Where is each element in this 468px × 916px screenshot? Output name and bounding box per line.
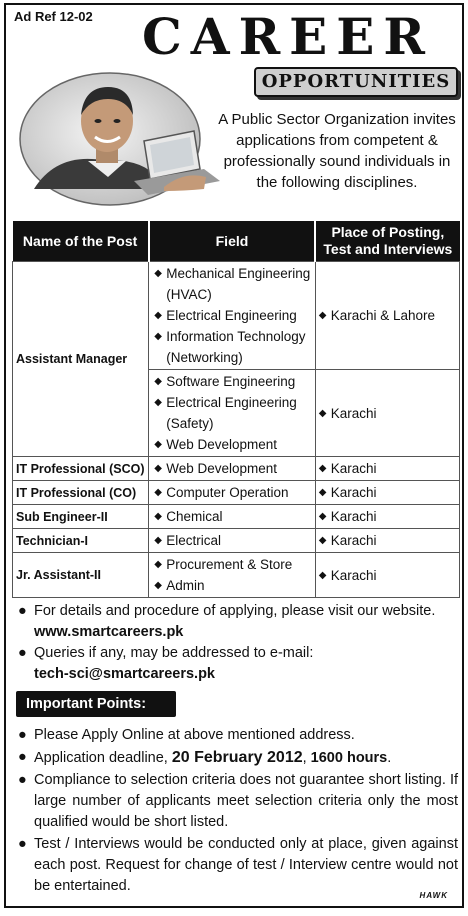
table-row: [13, 505, 460, 529]
list-item: ◆ Web Development: [152, 434, 311, 455]
diamond-bullet-icon: ◆: [154, 397, 162, 408]
round-bullet-icon: ●: [18, 645, 27, 661]
important-points-heading: Important Points:: [16, 691, 176, 717]
opportunities-text: OPPORTUNITIES: [261, 71, 451, 92]
table-row: [13, 457, 460, 481]
table-row: [13, 481, 460, 505]
header-field: Field: [149, 221, 315, 262]
website-link[interactable]: www.smartcareers.pk: [34, 624, 184, 640]
list-item: ● Test / Interviews would be conducted only at place, given against each post. Request for change of test / Interview centre would not be entertained.: [18, 834, 458, 897]
ad-reference: Ad Ref 12-02: [14, 9, 93, 24]
diamond-bullet-icon: ◆: [318, 487, 327, 498]
post-name: Assistant Manager: [13, 262, 149, 457]
field-cell: ◆ Electrical: [149, 529, 315, 553]
list-item: ● Compliance to selection criteria does not guarantee short listing. If large number of applicants meet selection criteria only the most qualified would be short listed.: [18, 770, 458, 833]
agency-logo: HAWK: [419, 891, 448, 900]
field-cell: ◆ Web Development: [149, 457, 315, 481]
diamond-bullet-icon: ◆: [154, 268, 162, 279]
diamond-bullet-icon: ◆: [154, 463, 162, 474]
table-row: [13, 529, 460, 553]
list-item: ● Please Apply Online at above mentioned address.: [18, 725, 458, 746]
round-bullet-icon: ●: [18, 772, 27, 788]
list-item: ◆ Software Engineering: [152, 371, 311, 392]
diamond-bullet-icon: ◆: [154, 439, 162, 450]
list-item: [18, 601, 458, 643]
diamond-bullet-icon: ◆: [154, 376, 162, 387]
diamond-bullet-icon: ◆: [154, 535, 162, 546]
email-link[interactable]: tech-sci@smartcareers.pk: [34, 666, 215, 682]
deadline-date: 20 February 2012: [171, 749, 303, 766]
intro-text: A Public Sector Organization invites applications from competent & professionally sound individuals in the following disciplines.: [218, 111, 456, 191]
diamond-bullet-icon: ◆: [154, 331, 162, 342]
list-item: ● Application deadline, 20 February 2012, 1600 hours.: [18, 747, 458, 769]
field-cell: ◆ Computer Operation: [149, 481, 315, 505]
field-cell: [149, 553, 315, 598]
career-advertisement: [4, 3, 464, 908]
diamond-bullet-icon: ◆: [318, 511, 327, 522]
field-cell: [149, 370, 315, 457]
diamond-bullet-icon: ◆: [154, 511, 162, 522]
field-cell: ◆ Chemical: [149, 505, 315, 529]
place-cell: ◆ Karachi: [315, 457, 459, 481]
opportunities-banner: [254, 67, 458, 97]
details-text: For details and procedure of applying, please visit our website.: [34, 603, 436, 619]
place-cell: ◆ Karachi: [315, 553, 459, 598]
place-cell: ◆ Karachi: [315, 370, 459, 457]
place-cell: ◆ Karachi: [315, 529, 459, 553]
post-name: Technician-I: [13, 529, 149, 553]
queries-text: Queries if any, may be addressed to e-mail:: [34, 645, 314, 661]
diamond-bullet-icon: ◆: [154, 310, 162, 321]
round-bullet-icon: ●: [18, 603, 27, 619]
diamond-bullet-icon: ◆: [154, 487, 162, 498]
post-name: Sub Engineer-II: [13, 505, 149, 529]
man-with-laptop-photo: [14, 69, 242, 209]
important-points-list: [18, 725, 458, 898]
list-item: ◆ Admin: [152, 575, 311, 596]
list-item: ◆ Procurement & Store: [152, 554, 311, 575]
post-name: IT Professional (CO): [13, 481, 149, 505]
diamond-bullet-icon: ◆: [318, 535, 327, 546]
diamond-bullet-icon: ◆: [318, 463, 327, 474]
list-item: ◆ Information Technology (Networking): [152, 326, 311, 368]
round-bullet-icon: ●: [18, 727, 27, 743]
place-cell: ◆ Karachi & Lahore: [315, 262, 459, 370]
career-title: CAREER: [142, 7, 434, 66]
diamond-bullet-icon: ◆: [154, 580, 162, 591]
header-place: Place of Posting, Test and Interviews: [315, 221, 459, 262]
list-item: [18, 643, 458, 685]
table-row: [13, 262, 460, 370]
place-cell: ◆ Karachi: [315, 505, 459, 529]
table-row: [13, 553, 460, 598]
list-item: ◆ Electrical Engineering: [152, 305, 311, 326]
diamond-bullet-icon: ◆: [154, 559, 162, 570]
diamond-bullet-icon: ◆: [318, 407, 327, 419]
posts-table: [12, 221, 460, 598]
round-bullet-icon: ●: [18, 749, 27, 765]
header-post: Name of the Post: [13, 221, 149, 262]
post-name: IT Professional (SCO): [13, 457, 149, 481]
field-cell: [149, 262, 315, 370]
deadline-time: 1600 hours: [310, 750, 388, 766]
diamond-bullet-icon: ◆: [318, 310, 327, 321]
place-cell: ◆ Karachi: [315, 481, 459, 505]
list-item: ◆ Mechanical Engineering (HVAC): [152, 263, 311, 305]
list-item: ◆ Electrical Engineering (Safety): [152, 392, 311, 434]
round-bullet-icon: ●: [18, 836, 27, 852]
contact-info: [18, 601, 458, 685]
post-name: Jr. Assistant-II: [13, 553, 149, 598]
diamond-bullet-icon: ◆: [318, 569, 327, 581]
table-header-row: [13, 221, 460, 262]
